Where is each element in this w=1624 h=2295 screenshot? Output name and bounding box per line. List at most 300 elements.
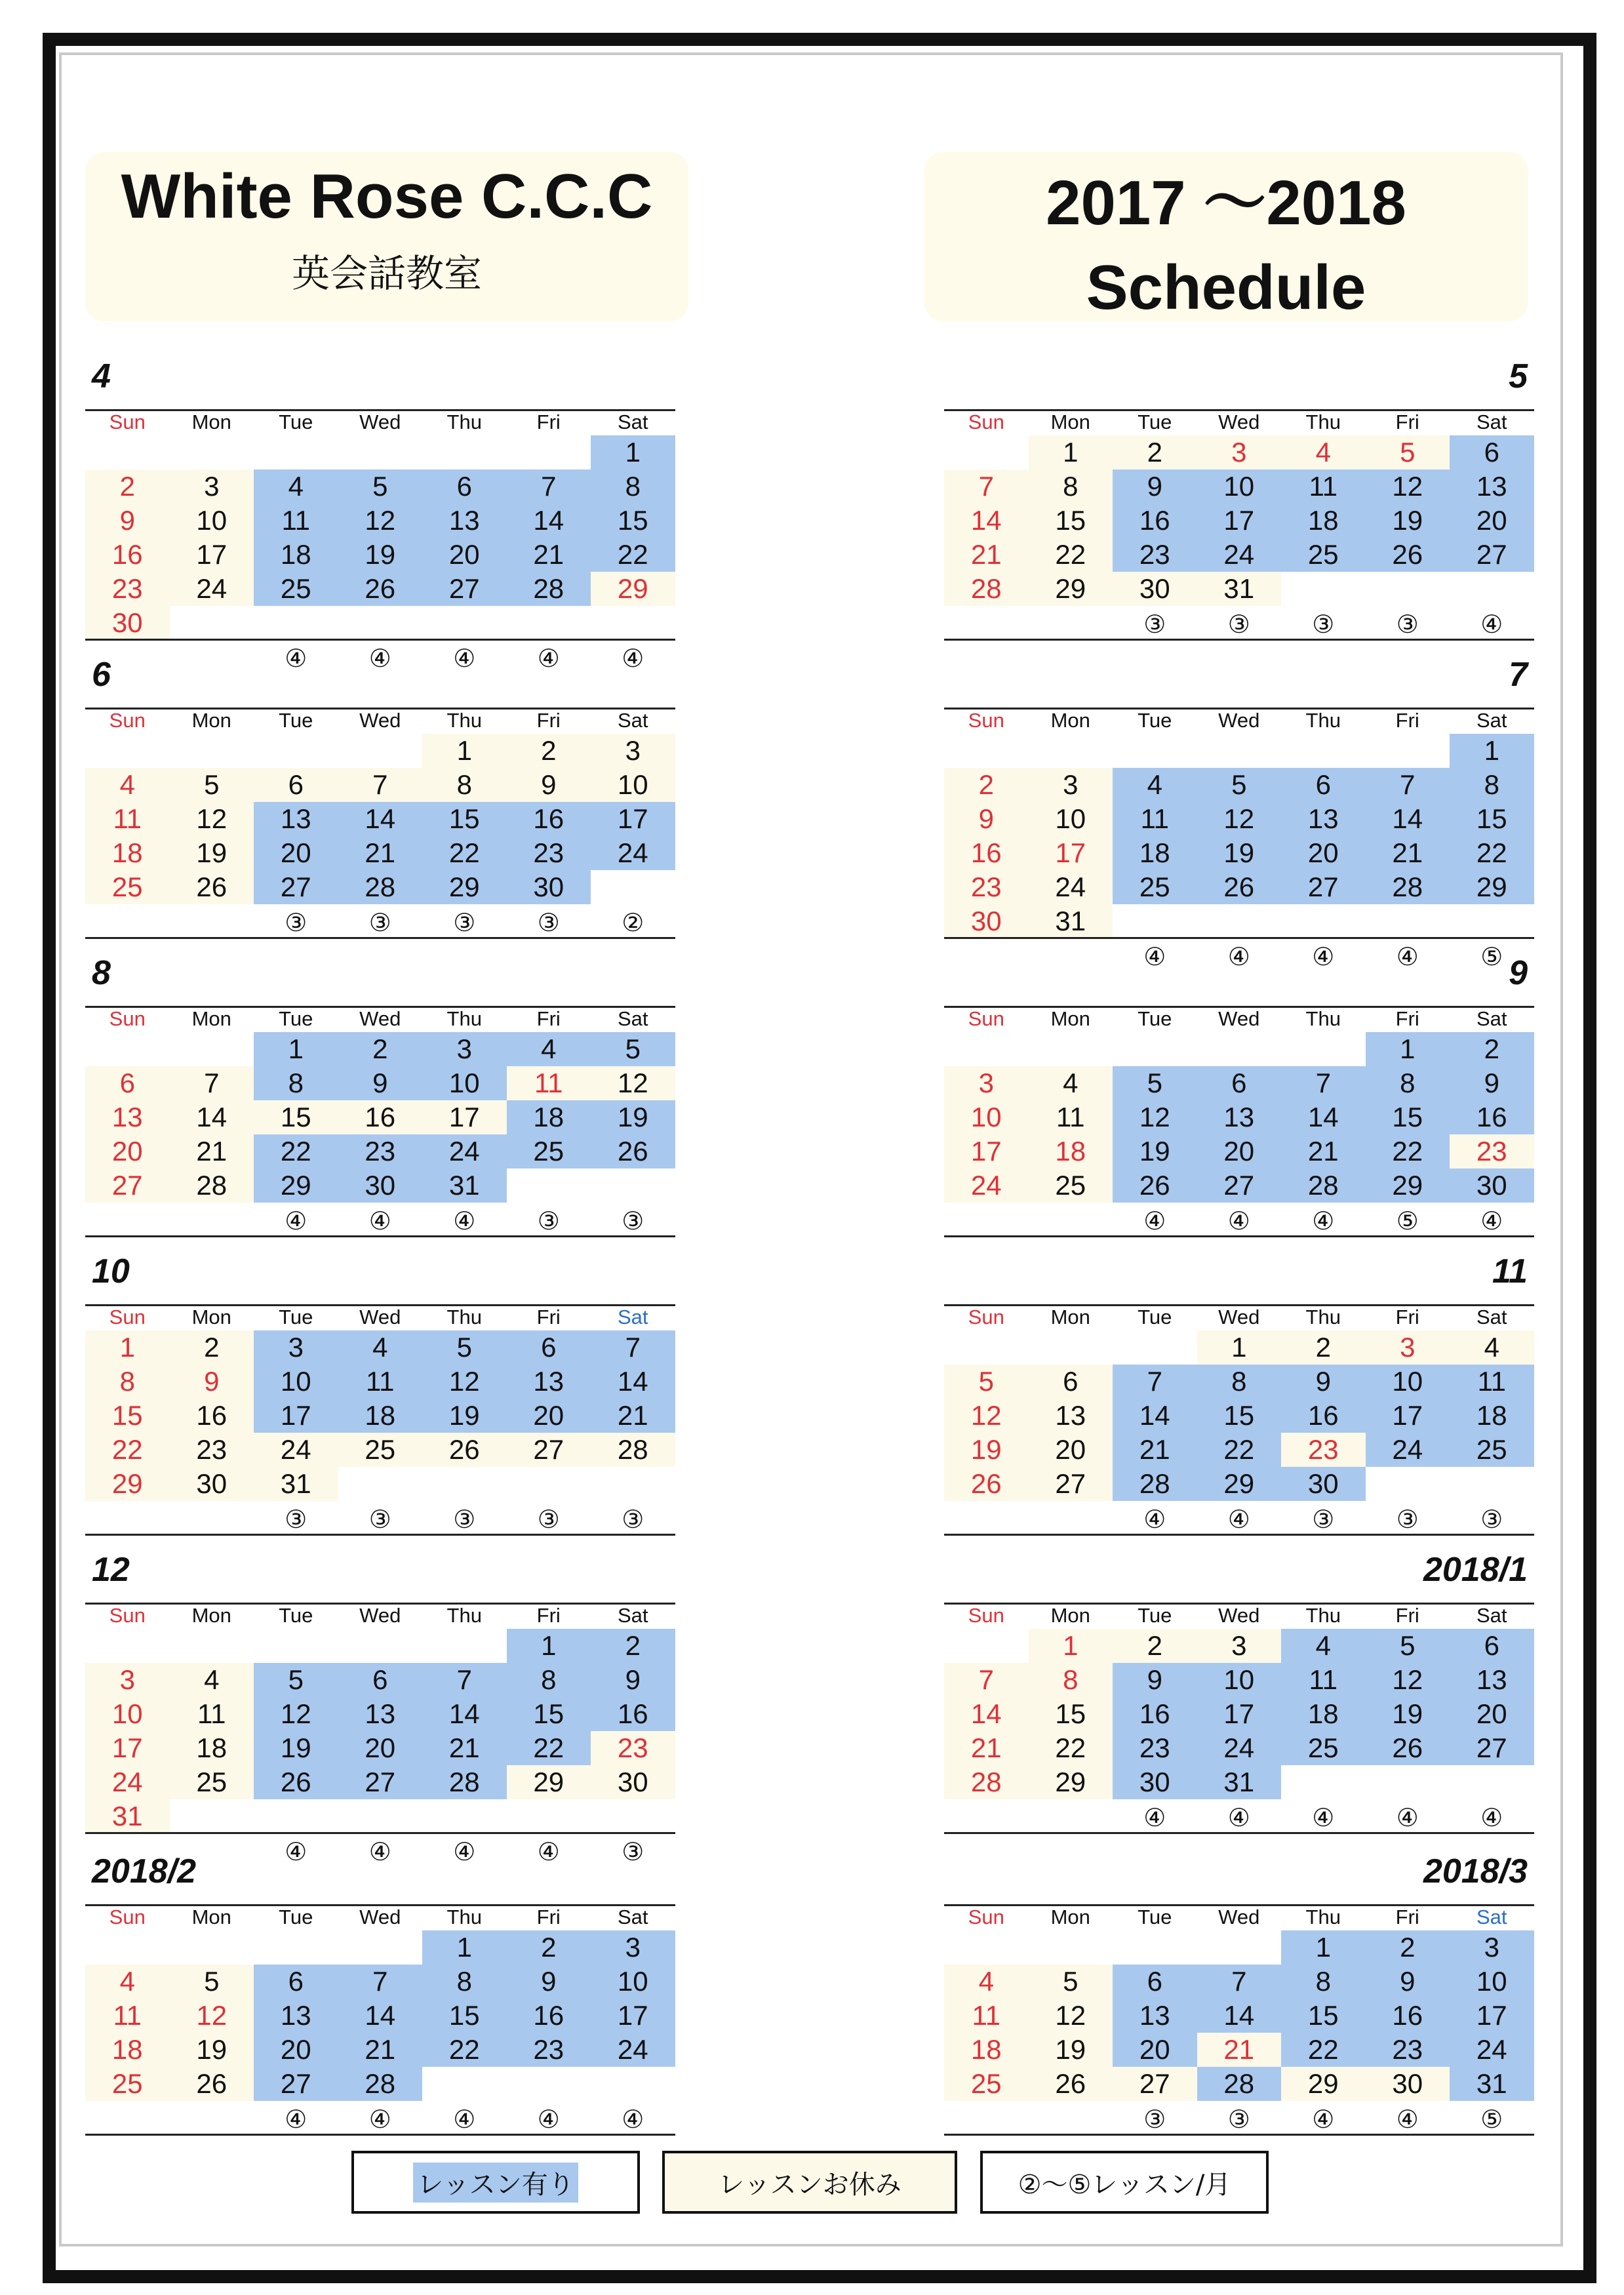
weekday-label: Fri (1395, 709, 1419, 732)
month-label: 8 (92, 954, 111, 992)
empty-cell (338, 1930, 423, 1965)
weekday-label: Sat (1476, 1306, 1507, 1328)
weekday-label: Fri (1395, 1306, 1419, 1328)
day-cell: 14 (1197, 1999, 1282, 2033)
day-cell: 13 (338, 1697, 423, 1731)
week-row (944, 768, 1534, 802)
day-cell: 18 (1029, 1134, 1113, 1168)
day-cell: 30 (507, 870, 591, 904)
day-cell: 27 (507, 1433, 591, 1467)
day-cell: 2 (1113, 1629, 1197, 1663)
day-cell: 22 (1029, 1731, 1113, 1765)
day-cell: 28 (1281, 1168, 1366, 1203)
empty-cell (422, 606, 507, 640)
month-days (85, 410, 675, 677)
lesson-count: ④ (368, 1207, 391, 1235)
day-cell: 27 (1450, 538, 1534, 572)
day-cell: 21 (944, 538, 1029, 572)
day-cell: 30 (338, 1168, 423, 1203)
week-row (85, 836, 675, 870)
empty-cell (944, 1203, 1029, 1239)
lesson-count: ④ (453, 645, 476, 673)
lesson-count: ③ (622, 1838, 644, 1866)
week-row (85, 1467, 675, 1501)
day-cell: 25 (1281, 1731, 1366, 1765)
empty-cell (944, 734, 1029, 768)
day-cell: 21 (1281, 1134, 1366, 1168)
day-cell: 4 (1113, 768, 1197, 802)
weekday-label: Mon (191, 410, 231, 433)
day-cell: 25 (254, 572, 338, 606)
day-cell: 26 (422, 1433, 507, 1467)
day-cell: 1 (422, 1930, 507, 1965)
weekday-label: Mon (1050, 1306, 1090, 1328)
legend-off-label: レッスンお休み (718, 2169, 901, 2200)
day-cell: 12 (254, 1697, 338, 1731)
legend-lesson-label: レッスン有り (413, 2163, 578, 2203)
day-cell: 9 (170, 1365, 254, 1399)
day-cell: 15 (1029, 504, 1113, 538)
year-range: 2017 ～2018 (1046, 168, 1406, 238)
school-title-box (85, 152, 688, 321)
weekday-label: Sat (617, 410, 648, 433)
weekday-label: Wed (1218, 1906, 1260, 1928)
empty-cell (591, 1799, 675, 1833)
week-row (85, 1032, 675, 1066)
day-cell: 23 (1113, 538, 1197, 572)
empty-cell (170, 435, 254, 469)
day-cell: 3 (254, 1330, 338, 1365)
day-cell: 23 (170, 1433, 254, 1467)
weekday-label: Mon (191, 1306, 231, 1328)
lesson-count: ④ (1312, 1207, 1335, 1235)
week-row (85, 1663, 675, 1697)
week-row (944, 1399, 1534, 1433)
weekday-label: Fri (1395, 1007, 1419, 1030)
week-row (85, 1697, 675, 1731)
empty-cell (1029, 606, 1113, 643)
day-cell: 4 (1450, 1330, 1534, 1365)
day-cell: 27 (1197, 1168, 1282, 1203)
day-cell: 27 (1281, 870, 1366, 904)
month-days (944, 709, 1534, 975)
bottom-rule (944, 2134, 1534, 2136)
weekday-label: Mon (191, 1906, 231, 1928)
day-cell: 18 (85, 2033, 170, 2067)
day-cell: 7 (338, 1965, 423, 1999)
empty-cell (1450, 1467, 1534, 1501)
week-row (944, 1965, 1534, 1999)
day-cell: 29 (1450, 870, 1534, 904)
weekday-label: Sat (617, 709, 648, 732)
day-cell: 20 (1197, 1134, 1282, 1168)
day-cell: 12 (944, 1399, 1029, 1433)
weekday-label: Thu (446, 709, 482, 732)
day-cell: 6 (422, 469, 507, 504)
day-cell: 16 (1281, 1399, 1366, 1433)
day-cell: 12 (591, 1066, 675, 1100)
day-cell: 1 (1450, 734, 1534, 768)
week-row (944, 1697, 1534, 1731)
day-cell: 2 (507, 1930, 591, 1965)
day-cell: 21 (338, 2033, 423, 2067)
empty-cell (591, 1168, 675, 1203)
day-cell: 23 (1113, 1731, 1197, 1765)
weekday-label: Tue (1138, 709, 1172, 732)
empty-cell (507, 1799, 591, 1833)
weekday-label: Fri (536, 1906, 561, 1928)
day-cell: 6 (1197, 1066, 1282, 1100)
day-cell: 7 (170, 1066, 254, 1100)
day-cell: 28 (170, 1168, 254, 1203)
day-cell: 22 (1366, 1134, 1450, 1168)
day-cell: 29 (1029, 1765, 1113, 1799)
empty-cell (1197, 904, 1282, 938)
lesson-count: ③ (1312, 610, 1335, 639)
day-cell: 21 (507, 538, 591, 572)
day-cell: 14 (944, 1697, 1029, 1731)
weekday-header (85, 1604, 675, 1629)
month-days (85, 1007, 675, 1239)
day-cell: 1 (1197, 1330, 1282, 1365)
day-cell: 12 (1113, 1100, 1197, 1134)
day-cell: 19 (1366, 504, 1450, 538)
day-cell: 22 (254, 1134, 338, 1168)
empty-cell (170, 606, 254, 640)
day-cell: 16 (1450, 1100, 1534, 1134)
weekday-label: Wed (359, 410, 401, 433)
lesson-count: ④ (1227, 1506, 1250, 1534)
empty-cell (1366, 1765, 1450, 1799)
week-row (944, 1731, 1534, 1765)
empty-cell (944, 1330, 1029, 1365)
empty-cell (85, 1930, 170, 1965)
day-cell: 19 (1113, 1134, 1197, 1168)
day-cell: 5 (254, 1663, 338, 1697)
day-cell: 17 (944, 1134, 1029, 1168)
day-cell: 15 (1281, 1999, 1366, 2033)
day-cell: 24 (944, 1168, 1029, 1203)
day-cell: 1 (507, 1629, 591, 1663)
lesson-count-row (944, 2101, 1534, 2138)
weekday-label: Sat (617, 1604, 648, 1627)
day-cell: 3 (591, 734, 675, 768)
day-cell: 15 (422, 802, 507, 836)
day-cell: 7 (1197, 1965, 1282, 1999)
week-row (944, 1330, 1534, 1365)
day-cell: 24 (1029, 870, 1113, 904)
day-cell: 7 (591, 1330, 675, 1365)
day-cell: 29 (507, 1765, 591, 1799)
bottom-rule (85, 1832, 675, 1834)
lesson-count: ④ (1227, 1804, 1250, 1832)
week-row (944, 904, 1534, 938)
lesson-count: ④ (1143, 1207, 1166, 1235)
day-cell: 25 (1029, 1168, 1113, 1203)
day-cell: 9 (85, 504, 170, 538)
day-cell: 23 (338, 1134, 423, 1168)
weekday-label: Wed (359, 1306, 401, 1328)
day-cell: 29 (1281, 2067, 1366, 2101)
day-cell: 20 (1450, 504, 1534, 538)
day-cell: 17 (591, 1999, 675, 2033)
month-calendar (85, 656, 675, 948)
lesson-count: ④ (1312, 1804, 1335, 1832)
day-cell: 1 (1366, 1032, 1450, 1066)
day-cell: 18 (507, 1100, 591, 1134)
schedule-title-box (924, 152, 1528, 321)
empty-cell (1113, 734, 1197, 768)
day-cell: 9 (1113, 469, 1197, 504)
week-row (85, 1930, 675, 1965)
day-cell: 11 (1450, 1365, 1534, 1399)
day-cell: 7 (1281, 1066, 1366, 1100)
day-cell: 27 (254, 2067, 338, 2101)
month-calendar (85, 1551, 675, 1866)
weekday-label: Thu (1305, 1604, 1341, 1627)
weekday-label: Sat (1476, 1007, 1507, 1030)
weekday-label: Sun (968, 1306, 1004, 1328)
day-cell: 21 (1197, 2033, 1282, 2067)
day-cell: 2 (170, 1330, 254, 1365)
empty-cell (254, 1629, 338, 1663)
day-cell: 26 (1366, 538, 1450, 572)
weekday-header (944, 1306, 1534, 1330)
day-cell: 7 (338, 768, 423, 802)
lesson-count-row (944, 1799, 1534, 1836)
lesson-count: ④ (1396, 2105, 1419, 2134)
weekday-label: Thu (446, 1306, 482, 1328)
day-cell: 26 (170, 870, 254, 904)
day-cell: 2 (85, 469, 170, 504)
empty-cell (170, 1930, 254, 1965)
schedule-label: Schedule (1086, 252, 1366, 323)
empty-cell (1113, 904, 1197, 938)
day-cell: 6 (1450, 435, 1534, 469)
day-cell: 16 (170, 1399, 254, 1433)
empty-cell (338, 435, 423, 469)
day-cell: 31 (85, 1799, 170, 1833)
day-cell: 21 (422, 1731, 507, 1765)
day-cell: 17 (1450, 1999, 1534, 2033)
day-cell: 21 (591, 1399, 675, 1433)
week-row (85, 1799, 675, 1833)
day-cell: 16 (338, 1100, 423, 1134)
day-cell: 21 (338, 836, 423, 870)
day-cell: 19 (422, 1399, 507, 1433)
month-days (944, 1906, 1534, 2138)
day-cell: 13 (422, 504, 507, 538)
empty-cell (507, 1168, 591, 1203)
day-cell: 12 (1366, 469, 1450, 504)
legend (347, 2151, 1265, 2216)
lesson-count: ③ (622, 1506, 644, 1534)
day-cell: 23 (1450, 1134, 1534, 1168)
lesson-count: ④ (368, 1838, 391, 1866)
day-cell: 19 (254, 1731, 338, 1765)
day-cell: 4 (1281, 435, 1366, 469)
empty-cell (507, 2067, 591, 2101)
empty-cell (507, 435, 591, 469)
empty-cell (422, 1629, 507, 1663)
day-cell: 13 (1450, 469, 1534, 504)
lesson-count-row (944, 1501, 1534, 1538)
weekday-header (944, 1604, 1534, 1629)
day-cell: 6 (85, 1066, 170, 1100)
month-label: 6 (92, 656, 111, 694)
empty-cell (1113, 1930, 1197, 1965)
day-cell: 29 (1366, 1168, 1450, 1203)
lesson-count-row (944, 606, 1534, 643)
month-label: 9 (1509, 954, 1528, 992)
lesson-count: ③ (537, 909, 560, 937)
day-cell: 7 (507, 469, 591, 504)
day-cell: 24 (422, 1134, 507, 1168)
day-cell: 8 (591, 469, 675, 504)
empty-cell (1281, 572, 1366, 606)
day-cell: 17 (254, 1399, 338, 1433)
empty-cell (170, 1032, 254, 1066)
week-row (85, 1066, 675, 1100)
day-cell: 27 (85, 1168, 170, 1203)
day-cell: 27 (1113, 2067, 1197, 2101)
week-row (85, 1330, 675, 1365)
day-cell: 19 (1029, 2033, 1113, 2067)
day-cell: 16 (507, 1999, 591, 2033)
day-cell: 15 (85, 1399, 170, 1433)
day-cell: 14 (338, 1999, 423, 2033)
day-cell: 20 (1113, 2033, 1197, 2067)
day-cell: 30 (1113, 1765, 1197, 1799)
empty-cell (422, 1467, 507, 1501)
weekday-label: Mon (1050, 1604, 1090, 1627)
empty-cell (422, 2067, 507, 2101)
weekday-label: Thu (1305, 410, 1341, 433)
month-calendar (944, 1551, 1534, 1843)
day-cell: 5 (170, 1965, 254, 1999)
month-label: 2018/2 (92, 1852, 197, 1890)
weekday-label: Sun (968, 1604, 1004, 1627)
day-cell: 16 (1366, 1999, 1450, 2033)
weekday-label: Mon (191, 709, 231, 732)
lesson-count: ③ (1143, 2105, 1166, 2134)
day-cell: 5 (1197, 768, 1282, 802)
month-label: 10 (92, 1252, 130, 1290)
empty-cell (254, 734, 338, 768)
day-cell: 28 (507, 572, 591, 606)
week-row (85, 435, 675, 469)
weekday-label: Thu (446, 410, 482, 433)
weekday-label: Sat (1476, 410, 1507, 433)
weekday-label: Wed (1218, 709, 1260, 732)
weekday-label: Sat (1476, 1906, 1507, 1928)
day-cell: 12 (170, 1999, 254, 2033)
lesson-count-row (85, 1501, 675, 1538)
empty-cell (944, 1930, 1029, 1965)
lesson-count: ③ (1227, 2105, 1250, 2134)
day-cell: 8 (1029, 469, 1113, 504)
day-cell: 29 (422, 870, 507, 904)
lesson-count: ③ (537, 1207, 560, 1235)
day-cell: 2 (1366, 1930, 1450, 1965)
day-cell: 28 (1366, 870, 1450, 904)
weekday-label: Fri (536, 410, 561, 433)
day-cell: 29 (254, 1168, 338, 1203)
week-row (944, 1032, 1534, 1066)
empty-cell (944, 1032, 1029, 1066)
day-cell: 23 (591, 1731, 675, 1765)
day-cell: 20 (422, 538, 507, 572)
day-cell: 15 (1450, 802, 1534, 836)
day-cell: 19 (170, 836, 254, 870)
weekday-label: Wed (1218, 1604, 1260, 1627)
empty-cell (1197, 1032, 1282, 1066)
empty-cell (338, 606, 423, 640)
weekday-label: Thu (1305, 709, 1341, 732)
day-cell: 20 (338, 1731, 423, 1765)
weekday-label: Tue (279, 1906, 313, 1928)
empty-cell (1450, 904, 1534, 938)
day-cell: 26 (1029, 2067, 1113, 2101)
empty-cell (944, 2101, 1029, 2138)
day-cell: 31 (1029, 904, 1113, 938)
month-days (944, 1007, 1534, 1239)
weekday-label: Wed (1218, 410, 1260, 433)
weekday-label: Tue (279, 709, 313, 732)
day-cell: 19 (170, 2033, 254, 2067)
empty-cell (1281, 1765, 1366, 1799)
weekday-label: Thu (1305, 1007, 1341, 1030)
day-cell: 10 (944, 1100, 1029, 1134)
day-cell: 4 (85, 1965, 170, 1999)
week-row (944, 1100, 1534, 1134)
day-cell: 27 (1450, 1731, 1534, 1765)
empty-cell (944, 606, 1029, 643)
day-cell: 17 (422, 1100, 507, 1134)
day-cell: 25 (507, 1134, 591, 1168)
day-cell: 8 (507, 1663, 591, 1697)
day-cell: 19 (338, 538, 423, 572)
day-cell: 29 (591, 572, 675, 606)
weekday-label: Tue (1138, 1306, 1172, 1328)
legend-count-label: ②～⑤レッスン/月 (1018, 2169, 1231, 2200)
day-cell: 9 (1450, 1066, 1534, 1100)
lesson-count: ④ (1396, 943, 1419, 971)
day-cell: 17 (170, 538, 254, 572)
lesson-count: ④ (285, 1207, 307, 1235)
week-row (944, 504, 1534, 538)
day-cell: 6 (254, 1965, 338, 1999)
weekday-label: Mon (1050, 709, 1090, 732)
lesson-count-row (85, 2101, 675, 2138)
day-cell: 10 (1029, 802, 1113, 836)
weekday-label: Sat (617, 1306, 648, 1328)
lesson-count: ⑤ (1480, 2105, 1503, 2134)
day-cell: 28 (1113, 1467, 1197, 1501)
week-row (85, 2033, 675, 2067)
day-cell: 7 (1366, 768, 1450, 802)
weekday-header (85, 1906, 675, 1930)
day-cell: 20 (254, 2033, 338, 2067)
day-cell: 12 (422, 1365, 507, 1399)
lesson-count: ④ (1480, 1207, 1503, 1235)
week-row (944, 1765, 1534, 1799)
day-cell: 10 (170, 504, 254, 538)
day-cell: 4 (85, 768, 170, 802)
week-row (85, 504, 675, 538)
lesson-count: ⑤ (1396, 1207, 1419, 1235)
day-cell: 20 (1281, 836, 1366, 870)
